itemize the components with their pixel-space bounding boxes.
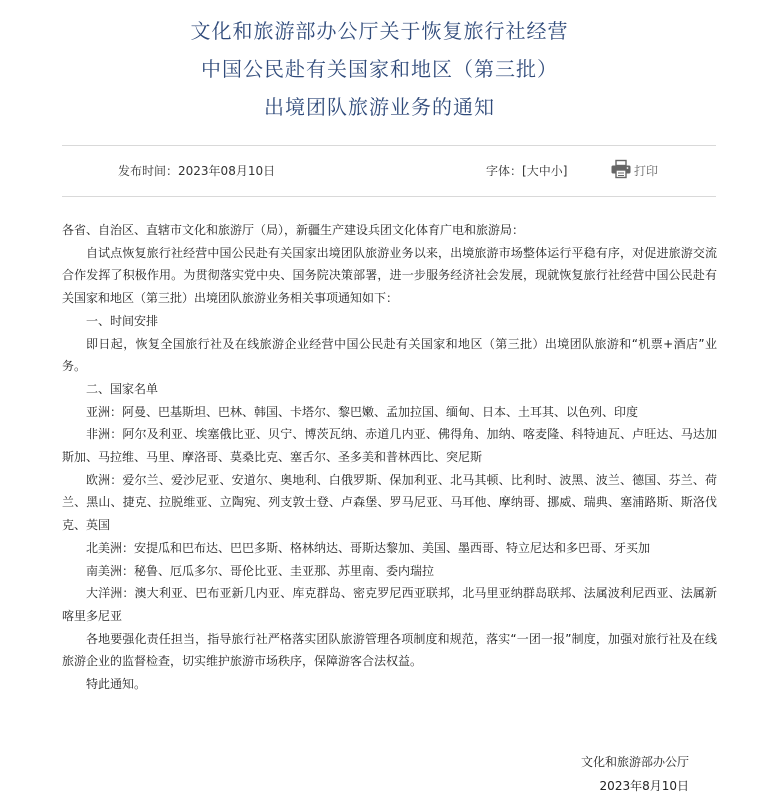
- bracket-close: ]: [562, 164, 568, 178]
- bracket-open: [: [522, 164, 527, 178]
- article-title: [0, 12, 759, 126]
- font-size-medium-link[interactable]: 中: [538, 164, 551, 178]
- requirements-paragraph: 各地要强化责任担当，指导旅行社严格落实团队旅游管理各项制度和规范，落实“一团一报”制度，加强对旅行社及在线旅游企业的监督检查，切实维护旅游市场秩序，保障游客合法权益。: [62, 631, 717, 669]
- font-size-large-link[interactable]: 大: [526, 164, 539, 178]
- font-size-small-link[interactable]: 小: [550, 164, 563, 178]
- issuer-name: 文化和旅游部办公厅: [580, 755, 689, 769]
- intro-paragraph: 自试点恢复旅行社经营中国公民赴有关国家出境团队旅游业务以来，出境旅游市场整体运行平稳有序，对促进旅游交流合作发挥了积极作用。为贯彻落实党中央、国务院决策部署，进一步服务经济社会发展，现就恢复旅行社经营中国公民赴有关国家和地区（第三批）出境团队旅游业务相关事项通知如下：: [62, 245, 717, 306]
- article-content: [62, 219, 717, 696]
- print-label: 打印: [634, 163, 659, 178]
- font-size-selector: [486, 162, 567, 179]
- country-list-north-america: 北美洲：安提瓜和巴布达、巴巴多斯、格林纳达、哥斯达黎加、美国、墨西哥、特立尼达和多巴哥、牙买加: [86, 540, 651, 555]
- country-list-africa: 非洲：阿尔及利亚、埃塞俄比亚、贝宁、博茨瓦纳、赤道几内亚、佛得角、加纳、喀麦隆、科特迪瓦、卢旺达、马达加斯加、马拉维、马里、摩洛哥、莫桑比克、塞舌尔、圣多美和普林西比、突尼斯: [62, 427, 717, 465]
- country-list-asia: 亚洲：阿曼、巴基斯坦、巴林、韩国、卡塔尔、黎巴嫩、孟加拉国、缅甸、日本、土耳其、以色列、印度: [86, 404, 639, 419]
- section-heading-schedule: 一、时间安排: [86, 313, 159, 328]
- closing-line: 特此通知。: [86, 677, 147, 692]
- salutation: 各省、自治区、直辖市文化和旅游厅（局），新疆生产建设兵团文化体育广电和旅游局：: [62, 223, 525, 237]
- signature-block: [581, 750, 689, 798]
- schedule-paragraph: 即日起，恢复全国旅行社及在线旅游企业经营中国公民赴有关国家和地区（第三批）出境团队旅游和“机票+酒店”业务。: [62, 336, 717, 374]
- title-line-2: 中国公民赴有关国家和地区（第三批）: [201, 57, 558, 81]
- country-list-europe: 欧洲：爱尔兰、爱沙尼亚、安道尔、奥地利、白俄罗斯、保加利亚、北马其顿、比利时、波黑、波兰、德国、芬兰、荷兰、黑山、捷克、拉脱维亚、立陶宛、列支敦士登、卢森堡、罗马尼亚、马耳他、摩纳哥、挪威、瑞典、塞浦路斯、斯洛伐克、英国: [62, 472, 717, 533]
- publish-time: [118, 162, 275, 179]
- title-line-1: 文化和旅游部办公厅关于恢复旅行社经营: [190, 19, 569, 43]
- title-line-3: 出境团队旅游业务的通知: [264, 95, 495, 119]
- country-list-oceania: 大洋洲：澳大利亚、巴布亚新几内亚、库克群岛、密克罗尼西亚联邦，北马里亚纳群岛联邦、法属波利尼西亚、法属新喀里多尼亚: [62, 586, 717, 623]
- print-button[interactable]: [610, 158, 658, 182]
- font-size-label: 字体：: [486, 164, 523, 178]
- country-list-south-america: 南美洲：秘鲁、厄瓜多尔、哥伦比亚、圭亚那、苏里南、委内瑞拉: [86, 563, 435, 578]
- section-heading-countries: 二、国家名单: [86, 381, 159, 396]
- publish-date: 2023年08月10日: [178, 164, 276, 178]
- printer-icon: [610, 159, 634, 182]
- article-meta-bar: [62, 145, 716, 197]
- issue-date: 2023年8月10日: [599, 779, 689, 793]
- publish-label: 发布时间：: [118, 164, 179, 178]
